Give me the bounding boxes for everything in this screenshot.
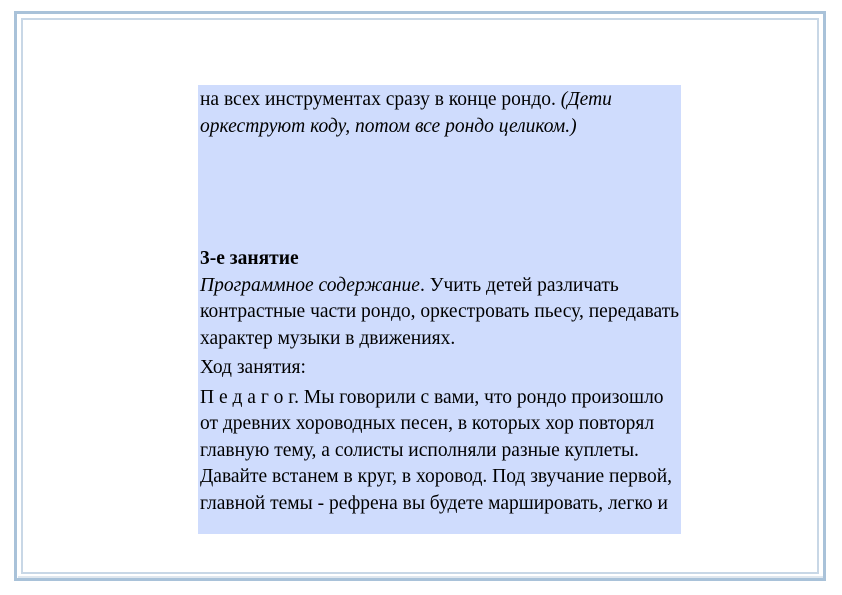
text-box bbox=[198, 85, 681, 534]
teacher-speaker: П е д а г о г. bbox=[200, 386, 299, 408]
intro-paragraph bbox=[200, 87, 681, 140]
program-text: . Учить детей различать контрастные части рондо, оркестровать пьесу, передавать характер музыки в движениях. bbox=[200, 274, 680, 349]
lesson-heading: 3-е занятие bbox=[200, 248, 299, 269]
program-paragraph bbox=[200, 273, 681, 353]
course-heading: Ход занятия: bbox=[200, 357, 306, 378]
spacer bbox=[200, 140, 681, 246]
program-label: Программное содержание bbox=[200, 274, 420, 296]
intro-text: на всех инструментах сразу в конце рондо. bbox=[200, 89, 561, 110]
teacher-paragraph bbox=[200, 385, 681, 518]
intro-italic-text: (Дети оркеструют коду, потом все рондо целиком.) bbox=[200, 89, 612, 137]
teacher-text: Мы говорили с вами, что рондо произошло от древних хороводных песен, в которых хор повторял главную тему, а солисты исполняли разные куплеты. Давайте встанем в круг, в хоровод. Под звучание первой, главной темы - рефрена вы будете маршировать, легко и bbox=[200, 386, 673, 514]
